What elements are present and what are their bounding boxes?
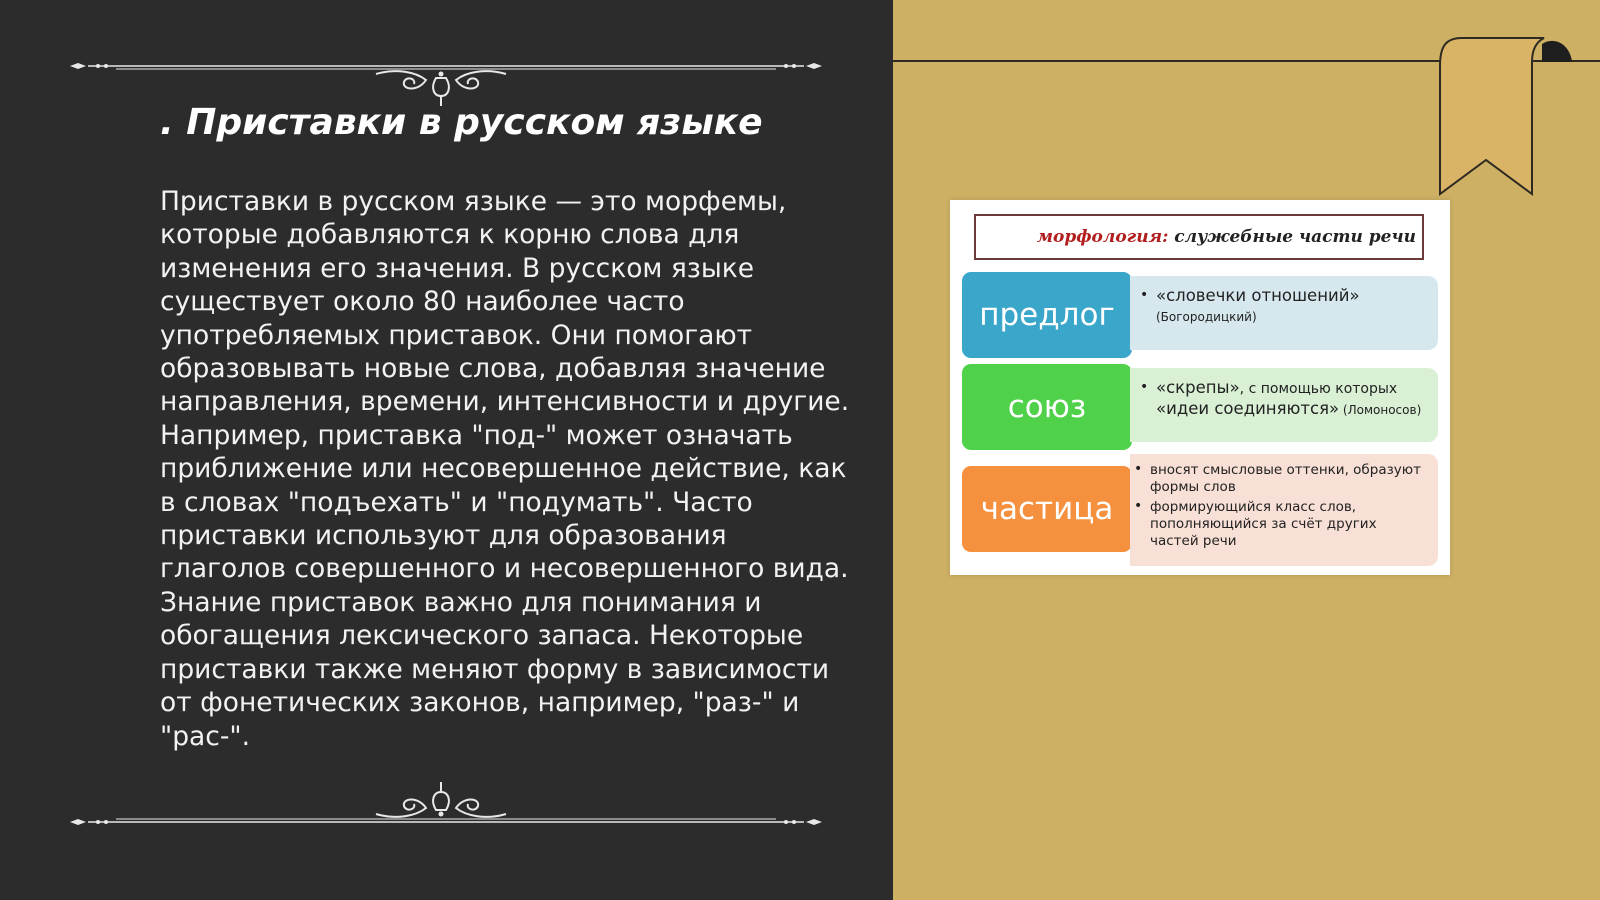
bullet-note: (Богородицкий) [1156, 310, 1257, 324]
slide-body-text: Приставки в русском языке — это морфемы, которые добавляются к корню слова для изменения его значения. В русском языке существует около 80 наиболее часто употребляемых приставок. Они помогают образовывать новые слова, добавляя значение направления, времени, интенсивности и другие. Например, приставка "под-" может означать приближение или несовершенное действие, как в словах "подъехать" и "подумать". Часто приставки используют для образования глаголов совершенного и несовершенного вида. Знание приставок важно для понимания и обогащения лексического запаса. Некоторые приставки также меняют форму в зависимости от фонетических законов, например, "раз-" и "рас-". [160, 186, 850, 752]
bullet-note: (Ломоносов) [1339, 403, 1422, 417]
detail-chastitsa [1130, 454, 1438, 566]
bullet-item [1156, 286, 1426, 327]
bottom-ornament [66, 774, 826, 834]
bullet-item: • формирующийся класс слов, пополняющийся за счёт других частей речи [1150, 499, 1426, 550]
bullet-text-continued: , с помощью которых [1239, 381, 1398, 397]
detail-predlog [1130, 276, 1438, 350]
card-header-subtitle: служебные части речи [1168, 227, 1416, 247]
bullet-item [1156, 378, 1426, 420]
label-chastitsa: частица [962, 466, 1132, 552]
bullet-text-second-line: «идеи соединяются» [1156, 399, 1340, 418]
card-header-topic: морфология: [1036, 227, 1169, 247]
label-predlog: предлог [962, 272, 1132, 358]
morphology-card [950, 200, 1450, 575]
bookmark-icon [1432, 36, 1572, 201]
bullet-item: • вносят смысловые оттенки, образуют формы слов [1150, 462, 1426, 496]
bullet-text: «словечки отношений» [1156, 286, 1360, 305]
card-header [974, 214, 1424, 260]
top-ornament [66, 48, 826, 108]
bullet-text: «скрепы» [1156, 378, 1240, 397]
label-soyuz: союз [962, 364, 1132, 450]
slide-title: . Приставки в русском языке [160, 102, 763, 143]
detail-soyuz [1130, 368, 1438, 442]
